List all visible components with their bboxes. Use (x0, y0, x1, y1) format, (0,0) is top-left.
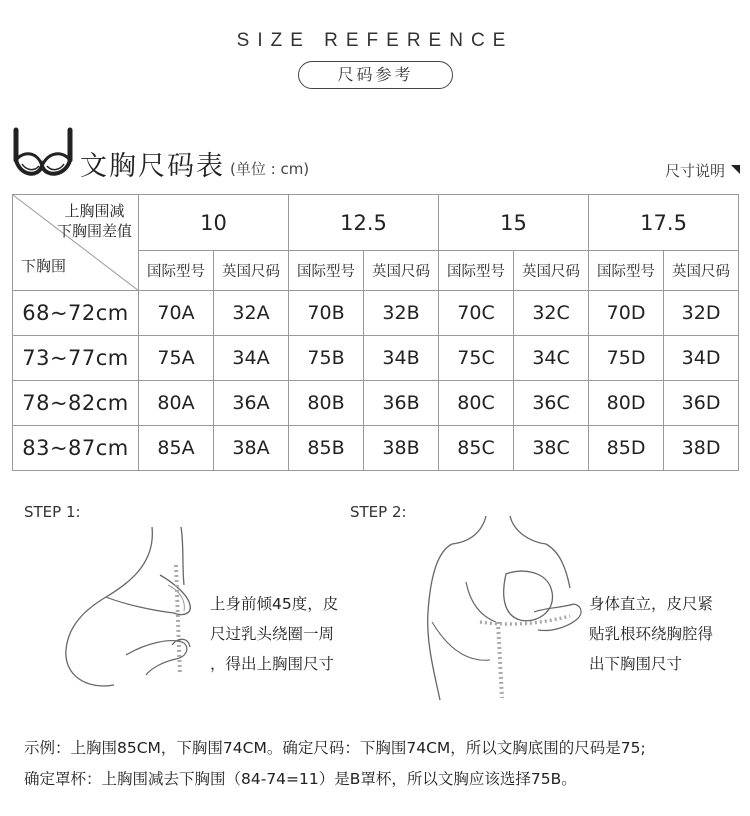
bra-icon (12, 126, 74, 182)
table-row (13, 291, 739, 336)
size-note-link[interactable] (665, 160, 740, 181)
table-cell: 70C (439, 291, 514, 336)
table-cell: 36D (664, 381, 739, 426)
sub-header-uk: 英国尺码 (364, 251, 439, 291)
triangle-icon (731, 165, 740, 174)
sub-header-uk: 英国尺码 (664, 251, 739, 291)
table-row (13, 426, 739, 471)
table-cell: 36B (364, 381, 439, 426)
table-cell: 70D (589, 291, 664, 336)
table-cell: 80D (589, 381, 664, 426)
table-cell: 75A (139, 336, 214, 381)
table-cell: 75D (589, 336, 664, 381)
table-cell: 34B (364, 336, 439, 381)
difference-header: 17.5 (589, 195, 739, 251)
step-1-line: 尺过乳头绕圈一周 (210, 625, 335, 643)
step-2-text (589, 589, 713, 679)
difference-header: 15 (439, 195, 589, 251)
corner-top-line-2: 下胸围差值 (56, 222, 132, 240)
table-cell: 85D (589, 426, 664, 471)
table-cell: 36A (214, 381, 289, 426)
step-1-illustration (56, 525, 206, 705)
step-2-line: 出下胸围尺寸 (589, 655, 683, 673)
corner-top-line-1: 上胸围减 (64, 202, 125, 220)
difference-header: 10 (139, 195, 289, 251)
table-cell: 36C (514, 381, 589, 426)
table-cell: 70A (139, 291, 214, 336)
table-row (13, 381, 739, 426)
step-2-label: STEP 2: (350, 503, 407, 521)
step-2-line: 身体直立，皮尺紧 (589, 595, 714, 613)
table-cell: 70B (289, 291, 364, 336)
table-cell: 75C (439, 336, 514, 381)
table-cell: 32C (514, 291, 589, 336)
title-english: SIZE REFERENCE (236, 30, 514, 51)
row-label: 78~82cm (13, 381, 139, 426)
table-cell: 75B (289, 336, 364, 381)
step-1-text (210, 589, 338, 679)
size-chart-title: 文胸尺码表 (80, 151, 225, 182)
row-label: 68~72cm (13, 291, 139, 336)
table-cell: 80B (289, 381, 364, 426)
table-cell: 34D (664, 336, 739, 381)
sub-header-intl: 国际型号 (289, 251, 364, 291)
corner-bottom-label: 下胸围 (21, 257, 67, 275)
sub-header-intl: 国际型号 (439, 251, 514, 291)
table-cell: 80C (439, 381, 514, 426)
sub-header-intl: 国际型号 (139, 251, 214, 291)
table-cell: 32B (364, 291, 439, 336)
title-chinese-pill: 尺码参考 (298, 61, 453, 89)
step-1-label: STEP 1: (24, 503, 81, 521)
example-text (24, 733, 744, 795)
sub-header-uk: 英国尺码 (514, 251, 589, 291)
size-note-label: 尺寸说明 (664, 162, 725, 180)
row-label: 73~77cm (13, 336, 139, 381)
corner-top-label (57, 201, 132, 241)
step-1-line: ，得出上胸围尺寸 (210, 655, 335, 673)
table-cell: 32A (214, 291, 289, 336)
table-cell: 80A (139, 381, 214, 426)
sub-header-intl: 国际型号 (589, 251, 664, 291)
table-cell: 34A (214, 336, 289, 381)
table-cell: 85C (439, 426, 514, 471)
row-label: 83~87cm (13, 426, 139, 471)
example-line-1: 示例：上胸围85CM，下胸围74CM。确定尺码：下胸围74CM，所以文胸底围的尺码是75; (24, 739, 646, 757)
step-1-line: 上身前倾45度，皮 (210, 595, 339, 613)
table-cell: 85A (139, 426, 214, 471)
table-cell: 38A (214, 426, 289, 471)
table-cell: 85B (289, 426, 364, 471)
table-cell: 38D (664, 426, 739, 471)
step-2-line: 贴乳根环绕胸腔得 (589, 625, 714, 643)
difference-header: 12.5 (289, 195, 439, 251)
unit-label: (单位 : cm) (230, 160, 310, 178)
table-cell: 32D (664, 291, 739, 336)
table-cell: 38B (364, 426, 439, 471)
sub-header-uk: 英国尺码 (214, 251, 289, 291)
step-2-illustration (410, 512, 588, 702)
table-row (13, 336, 739, 381)
size-chart-header (12, 126, 742, 184)
table-cell: 38C (514, 426, 589, 471)
table-corner-cell (13, 195, 139, 291)
size-table (12, 194, 739, 471)
table-cell: 34C (514, 336, 589, 381)
example-line-2: 确定罩杯：上胸围减去下胸围（84-74=11）是B罩杯，所以文胸应该选择75B。 (24, 770, 577, 788)
